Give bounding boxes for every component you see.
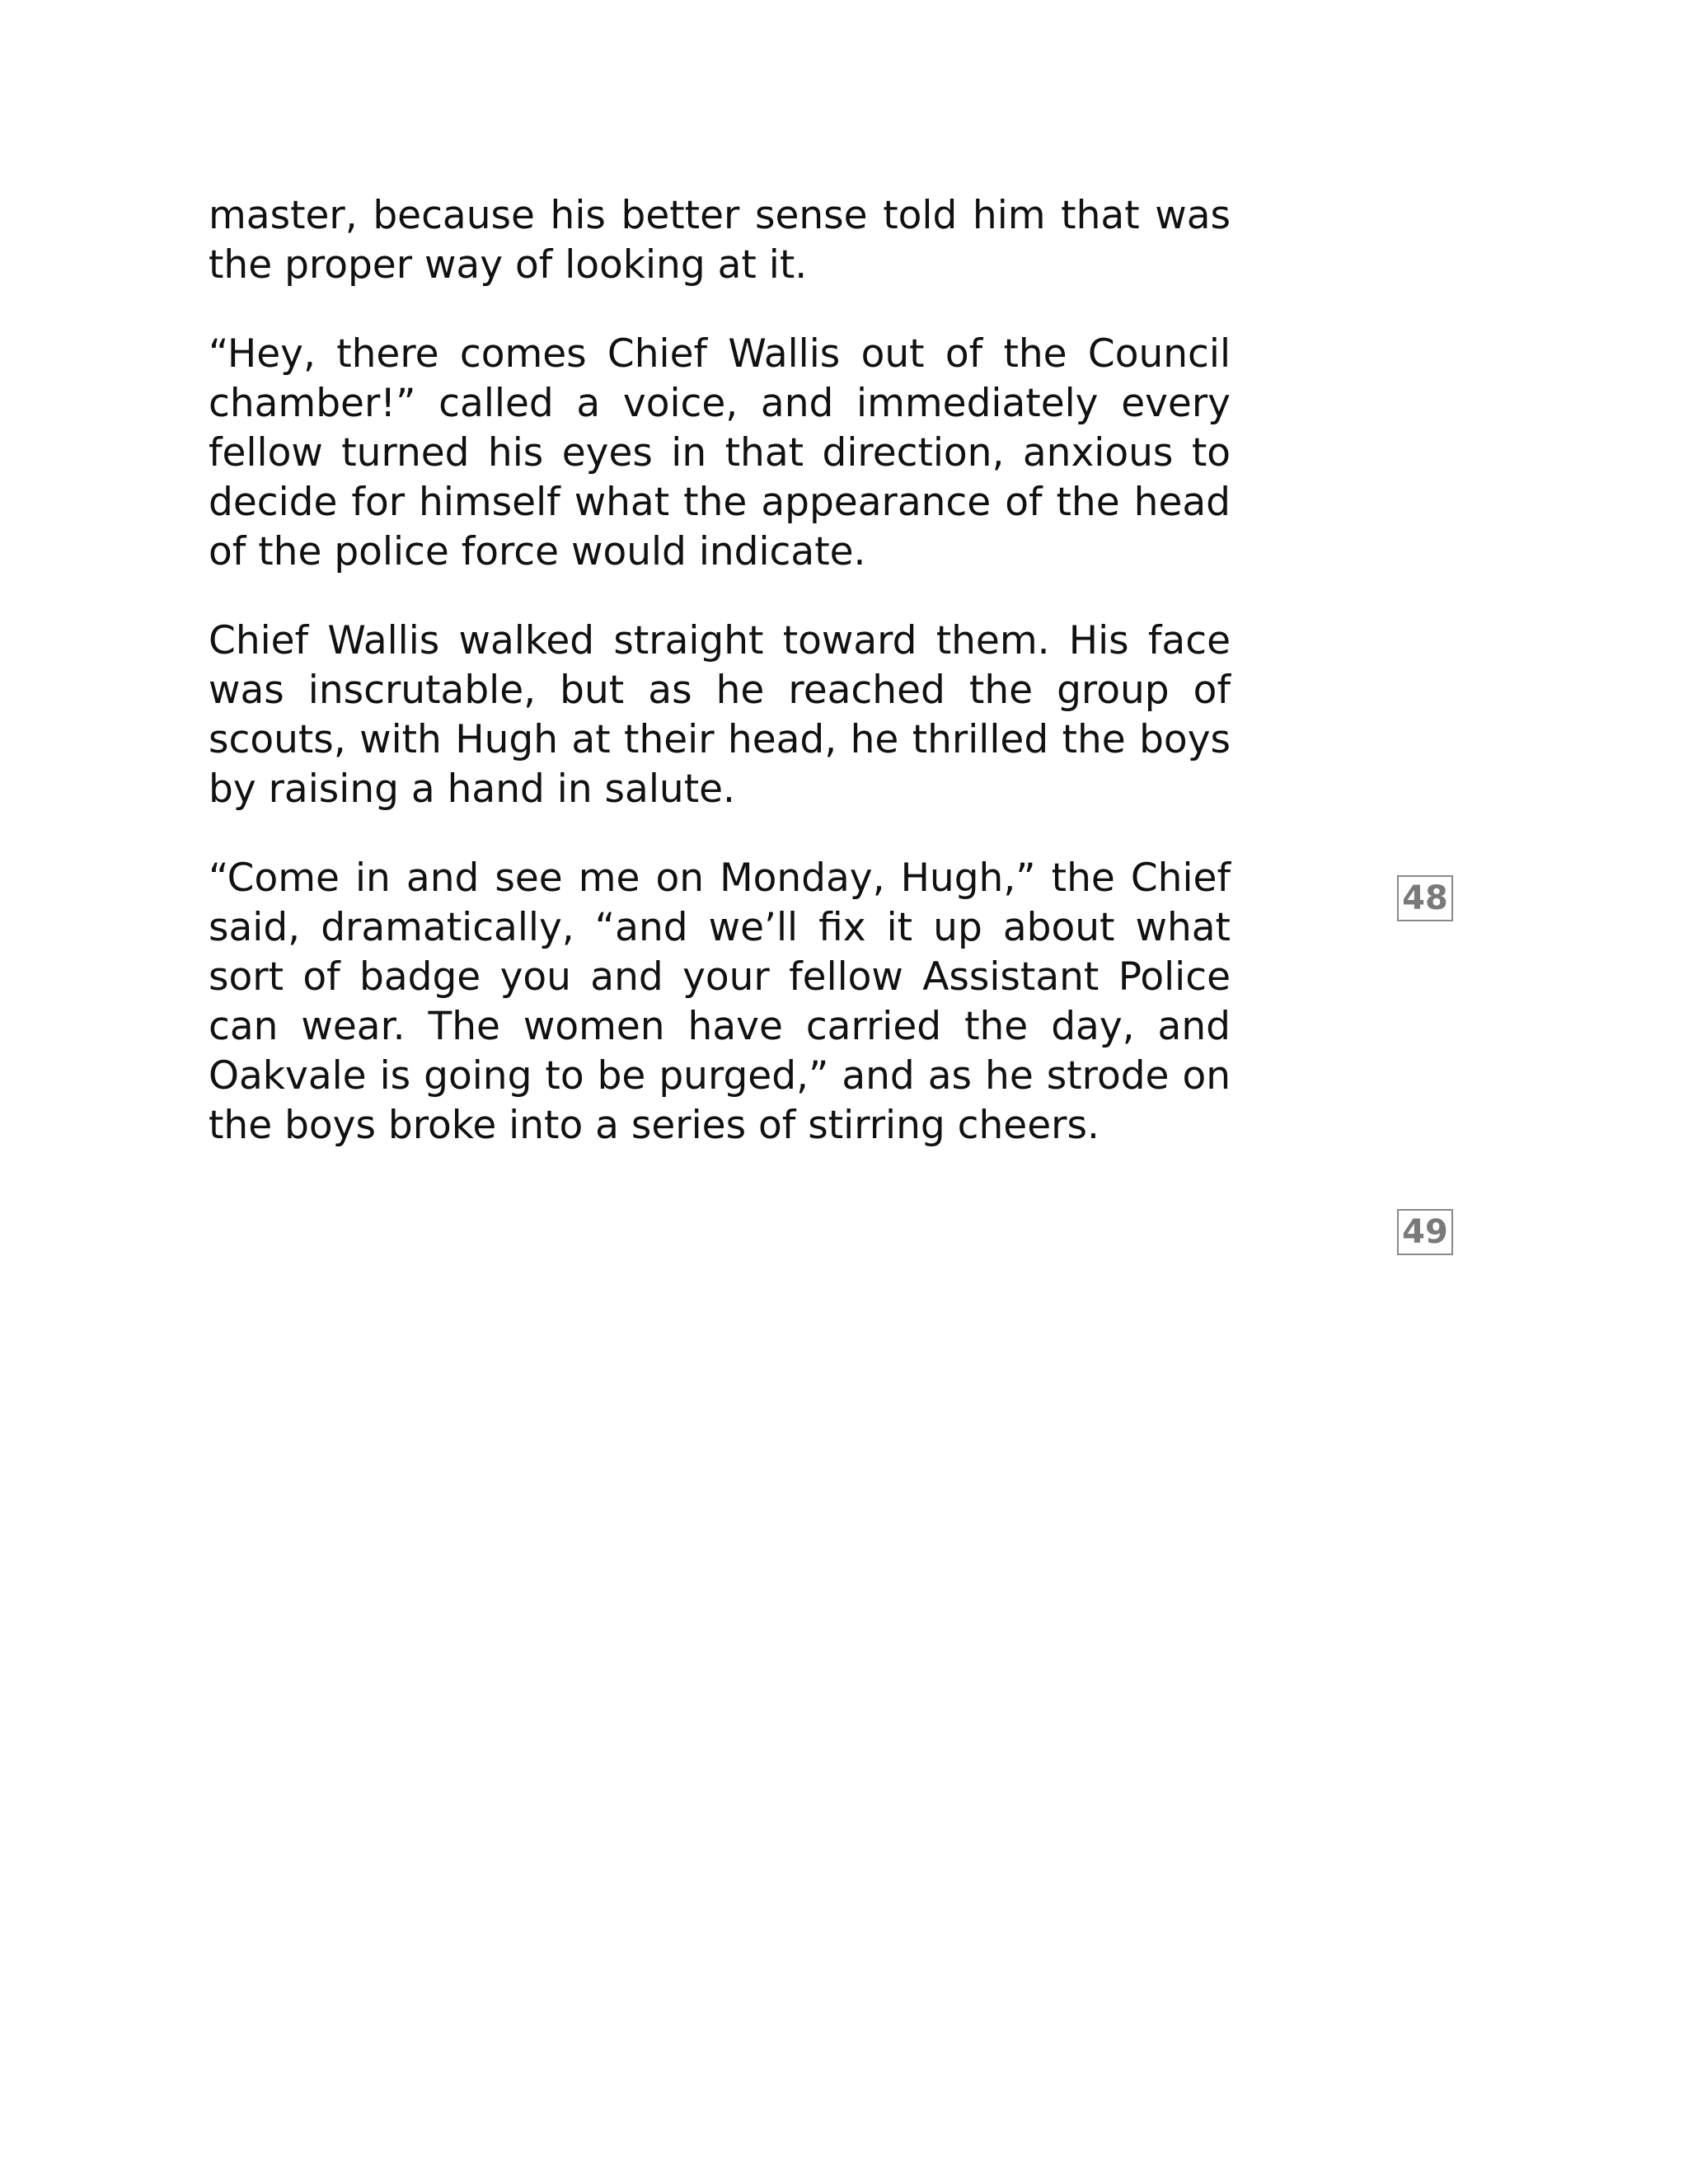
body-text <box>209 191 1231 1190</box>
paragraph: Chief Wallis walked straight toward them. His face was inscrutable, but as he reached the group of scouts, with Hugh at their head, he thrilled the boys by raising a hand in salute. <box>209 618 1231 812</box>
page-number-marker: 49 <box>1397 1209 1453 1255</box>
paragraph: “Hey, there comes Chief Wallis out of the Council chamber!” called a voice, and immediately every fellow turned his eyes in that direction, anxious to decide for himself what the appearance of the head of the police force would indicate. <box>209 331 1231 574</box>
page-number-marker: 48 <box>1397 875 1453 921</box>
paragraph: master, because his better sense told him that was the proper way of looking at it. <box>209 193 1231 288</box>
paragraph: “Come in and see me on Monday, Hugh,” the Chief said, dramatically, “and we’ll fix it up about what sort of badge you and your fellow Assistant Police can wear. The women have carried the day, and Oakvale is going to be purged,” and as he strode on the boys broke into a series of stirring cheers. <box>209 855 1231 1148</box>
